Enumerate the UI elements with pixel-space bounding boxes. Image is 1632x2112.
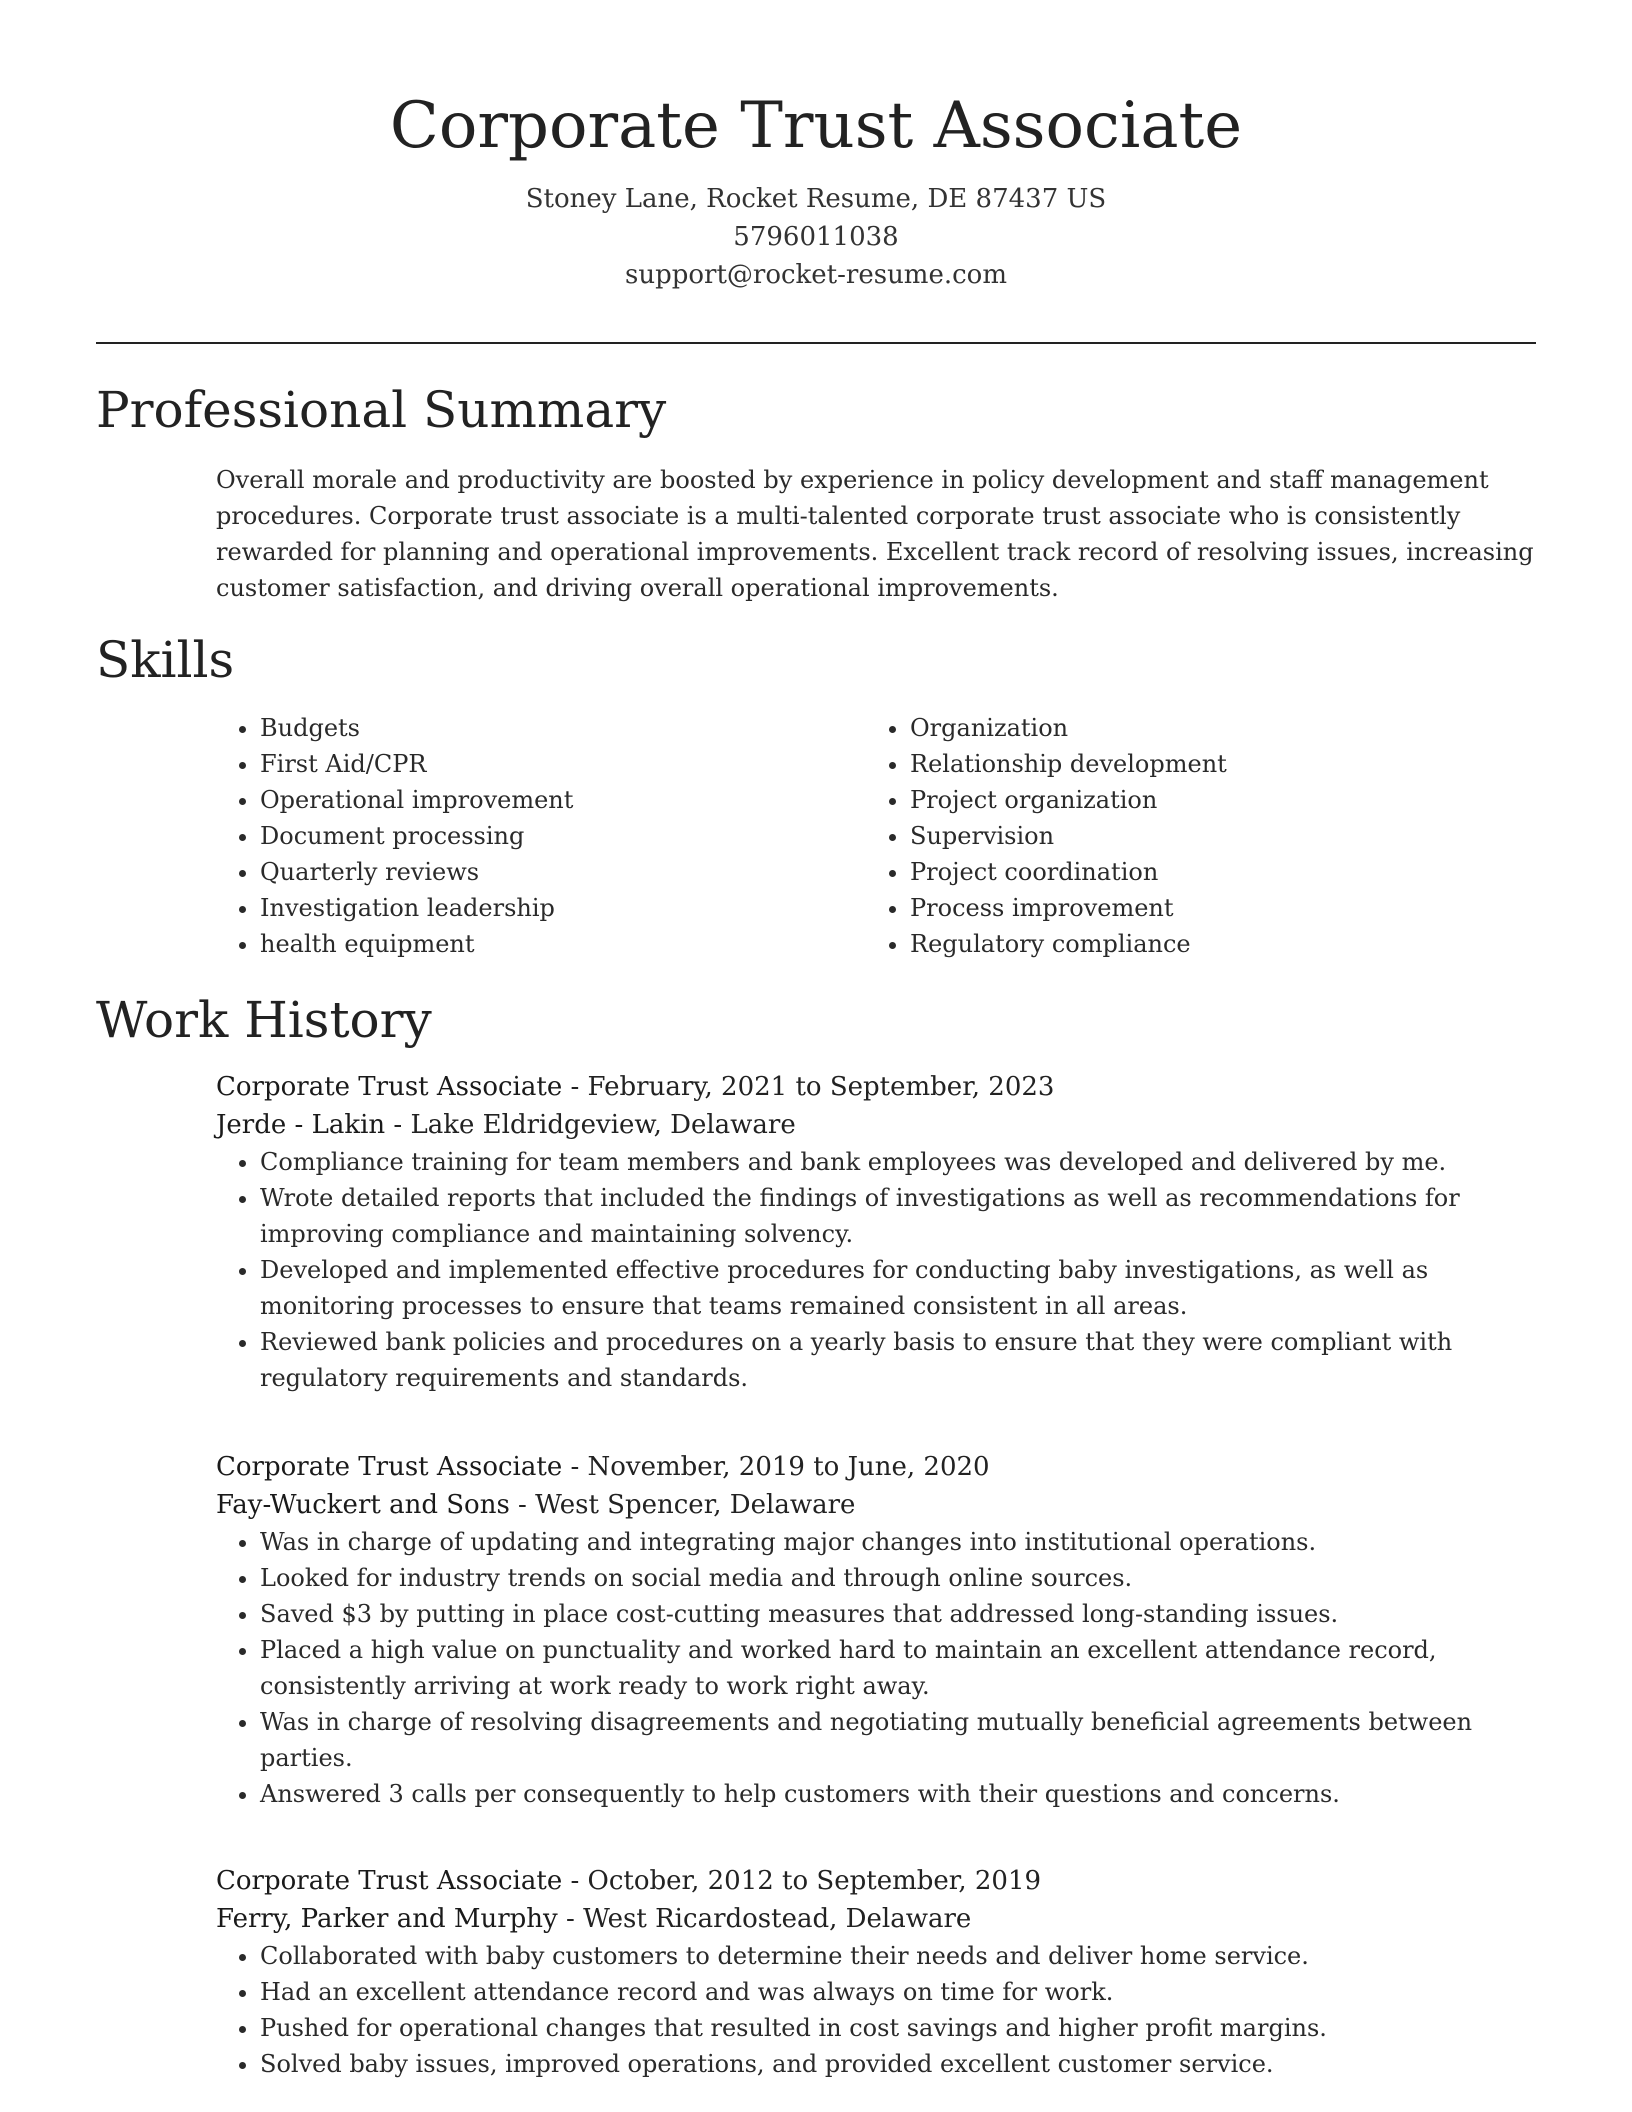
job-company-line [216,1106,1540,1144]
job-bullet: • Pushed for operational changes that resulted in cost savings and higher profit margins. [260,2010,1540,2046]
job-bullet: • Collaborated with baby customers to determine their needs and deliver home service. [260,1938,1540,1974]
job-role: Corporate Trust Associate [216,1452,563,1482]
job-bullet: • Placed a high value on punctuality and worked hard to maintain an excellent attendance record, consistently arriving at work ready to work right away. [260,1632,1540,1704]
job-bullet: • Answered 3 calls per consequently to help customers with their questions and concerns. [260,1776,1540,1812]
skill-item: • Relationship development [910,746,1506,782]
skill-item: • Regulatory compliance [910,926,1506,962]
job-company: Fay-Wuckert and Sons [216,1490,510,1520]
skill-item: • health equipment [260,926,856,962]
summary-heading: Professional Summary [96,381,667,439]
skill-item: • First Aid/CPR [260,746,856,782]
skill-item: • Project coordination [910,854,1506,890]
job-dates: - November, 2019 to June, 2020 [562,1452,990,1482]
skill-item: • Organization [910,710,1506,746]
skills-column-right [866,710,1506,962]
contact-info [96,180,1536,294]
skill-item: • Investigation leadership [260,890,856,926]
job-bullet: • Was in charge of resolving disagreements and negotiating mutually beneficial agreements between parties. [260,1704,1540,1776]
job-bullet: • Developed and implemented effective procedures for conducting baby investigations, as well as monitoring processes to ensure that teams remained consistent in all areas. [260,1252,1540,1324]
job-bullets [216,1524,1540,1812]
job-bullet: • Had an excellent attendance record and was always on time for work. [260,1974,1540,2010]
candidate-name: Corporate Trust Associate [389,89,1243,163]
skill-item: • Project organization [910,782,1506,818]
resume-header [96,80,1536,294]
job-dates: - February, 2021 to September, 2023 [562,1072,1055,1102]
address-text: Stoney Lane, Rocket Resume, DE 87437 US [525,184,1107,214]
skill-item: • Quarterly reviews [260,854,856,890]
job-bullets [216,1938,1540,2082]
job-bullet: • Looked for industry trends on social media and through online sources. [260,1560,1540,1596]
job-company-line [216,1900,1540,1938]
job-title-line [216,1068,1540,1106]
job-entry [216,1862,1540,2082]
job-company-line [216,1486,1540,1524]
job-location: - Lake Eldridgeview, Delaware [385,1110,796,1140]
skill-item: • Process improvement [910,890,1506,926]
job-dates: - October, 2012 to September, 2019 [562,1866,1042,1896]
job-role: Corporate Trust Associate [216,1866,563,1896]
skill-item: • Supervision [910,818,1506,854]
job-bullet: • Reviewed bank policies and procedures on a yearly basis to ensure that they were compliant with regulatory requirements and standards. [260,1324,1540,1396]
skills-heading: Skills [96,631,235,689]
job-bullet: • Was in charge of updating and integrating major changes into institutional operations. [260,1524,1540,1560]
header-divider [96,342,1536,344]
skill-item: • Budgets [260,710,856,746]
job-bullets [216,1144,1540,1396]
phone-text: 5796011038 [733,222,899,252]
job-entry [216,1448,1540,1812]
job-location: - West Spencer, Delaware [509,1490,856,1520]
job-bullet: • Solved baby issues, improved operations, and provided excellent customer service. [260,2046,1540,2082]
email-text: support@rocket-resume.com [624,260,1007,290]
skill-item: • Document processing [260,818,856,854]
job-title-line [216,1862,1540,1900]
job-company: Jerde - Lakin [216,1110,386,1140]
job-role: Corporate Trust Associate [216,1072,563,1102]
skills-column-left [216,710,856,962]
skill-item: • Operational improvement [260,782,856,818]
job-bullet: • Compliance training for team members and bank employees was developed and delivered by me. [260,1144,1540,1180]
job-company: Ferry, Parker and Murphy [216,1904,558,1934]
job-bullet: • Wrote detailed reports that included the findings of investigations as well as recommendations for improving compliance and maintaining solvency. [260,1180,1540,1252]
job-entry [216,1068,1540,1396]
summary-text: Overall morale and productivity are boosted by experience in policy development and staff management procedures. Corporate trust associate is a multi-talented corporate trust associate who is consistently rewarded for planning and operational improvements. Excellent track record of resolving issues, increasing customer satisfaction, and driving overall operational improvements. [216,466,1534,602]
job-title-line [216,1448,1540,1486]
work-history-heading: Work History [96,991,432,1049]
job-location: - West Ricardostead, Delaware [557,1904,972,1934]
job-bullet: • Saved $3 by putting in place cost-cutting measures that addressed long-standing issues. [260,1596,1540,1632]
